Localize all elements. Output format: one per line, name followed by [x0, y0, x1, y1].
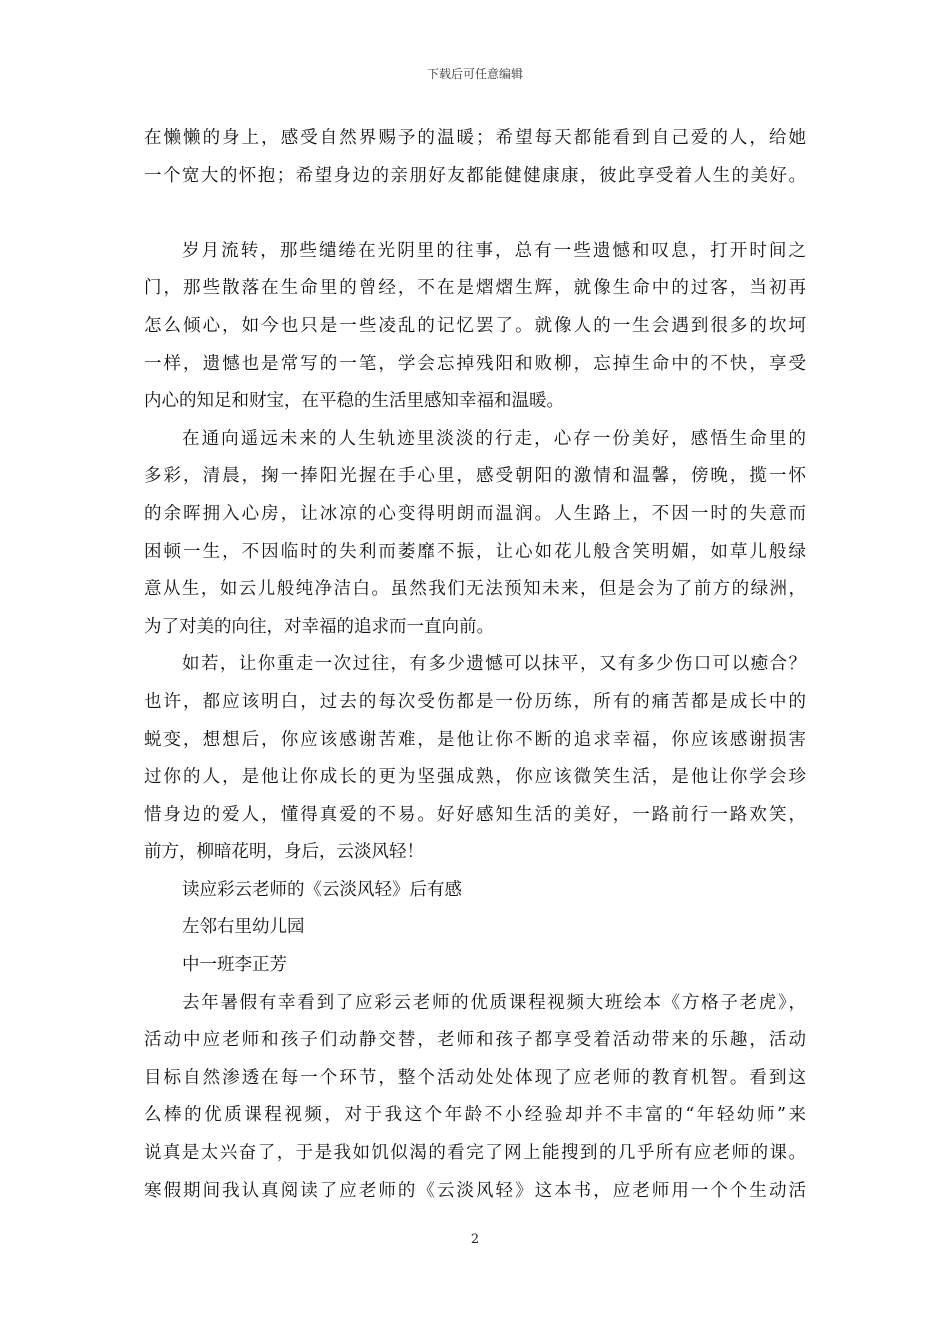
paragraph-first-line: 如若，让你重走一次过往，有多少遗憾可以抹平，又有多少伤口可以癒合？: [182, 654, 806, 675]
text-line: 为了对美的向往，对幸福的追求而一直向前。: [144, 616, 494, 637]
text-line: 活动中应老师和孩子们动静交替，老师和孩子都享受着活动带来的乐趣，活动: [144, 1030, 806, 1051]
blank-line: [144, 195, 806, 233]
text-line: 内心的知足和财宝，在平稳的生活里感知幸福和温暖。: [144, 391, 564, 412]
text-line: 寒假期间我认真阅读了应老师的《云淡风轻》这本书，应老师用一个个生动活: [144, 1180, 806, 1201]
text-line: 目标自然渗透在每一个环节，整个活动处处体现了应老师的教育机智。看到这: [144, 1067, 806, 1088]
text-line: 多彩，清晨，掬一捧阳光握在手心里，感受朝阳的激情和温馨，傍晚，揽一怀: [144, 466, 806, 487]
author-name: 中一班李正芳: [182, 955, 287, 976]
document-body: [144, 120, 806, 1210]
essay-title: 读应彩云老师的《云淡风轻》后有感: [182, 879, 462, 900]
author-school: 左邻右里幼儿园: [182, 917, 305, 938]
text-line: 前方，柳暗花明，身后，云淡风轻！: [144, 842, 424, 863]
paragraph-first-line: 在通向遥远未来的人生轨迹里淡淡的行走，心存一份美好，感悟生命里的: [182, 428, 806, 449]
text-line: 困顿一生，不因临时的失利而萎靡不振，让心如花儿般含笑明媚，如草儿般绿: [144, 541, 806, 562]
paragraph-first-line: 岁月流转，那些缱绻在光阴里的往事，总有一些遗憾和叹息，打开时间之: [182, 240, 806, 261]
text-line: 惜身边的爱人，懂得真爱的不易。好好感知生活的美好，一路前行一路欢笑，: [144, 804, 806, 825]
paragraph-first-line: 去年暑假有幸看到了应彩云老师的优质课程视频大班绘本《方格子老虎》，: [182, 992, 806, 1013]
text-line: 的余晖拥入心房，让冰凉的心变得明朗而温润。人生路上，不因一时的失意而: [144, 503, 806, 524]
text-line: 蜕变，想想后，你应该感谢苦难，是他让你不断的追求幸福，你应该感谢损害: [144, 729, 806, 750]
text-line: 说真是太兴奋了，于是我如饥似渴的看完了网上能搜到的几乎所有应老师的课。: [144, 1143, 806, 1164]
text-line: 怎么倾心，如今也只是一些凌乱的记忆罢了。就像人的一生会遇到很多的坎坷: [144, 315, 806, 336]
text-line: 门，那些散落在生命里的曾经，不在是熠熠生辉，就像生命中的过客，当初再: [144, 278, 806, 299]
text-line: 也许，都应该明白，过去的每次受伤都是一份历练，所有的痛苦都是成长中的: [144, 691, 806, 712]
page-number: 2: [470, 1232, 480, 1247]
text-line: 过你的人，是他让你成长的更为坚强成熟，你应该微笑生活，是他让你学会珍: [144, 767, 806, 788]
text-line: 一样，遗憾也是常写的一笔，学会忘掉残阳和败柳，忘掉生命中的不快，享受: [144, 353, 806, 374]
text-line: 一个宽大的怀抱；希望身边的亲朋好友都能健健康康，彼此享受着人生的美好。: [144, 165, 806, 186]
text-line: 在懒懒的身上，感受自然界赐予的温暖；希望每天都能看到自己爱的人，给她: [144, 128, 806, 148]
text-line: 意从生，如云儿般纯净洁白。虽然我们无法预知未来，但是会为了前方的绿洲，: [144, 579, 806, 600]
text-line: 么棒的优质课程视频，对于我这个年龄不小经验却并不丰富的“年轻幼师”来: [144, 1105, 806, 1126]
page-header: 下载后可任意编辑: [426, 67, 523, 81]
